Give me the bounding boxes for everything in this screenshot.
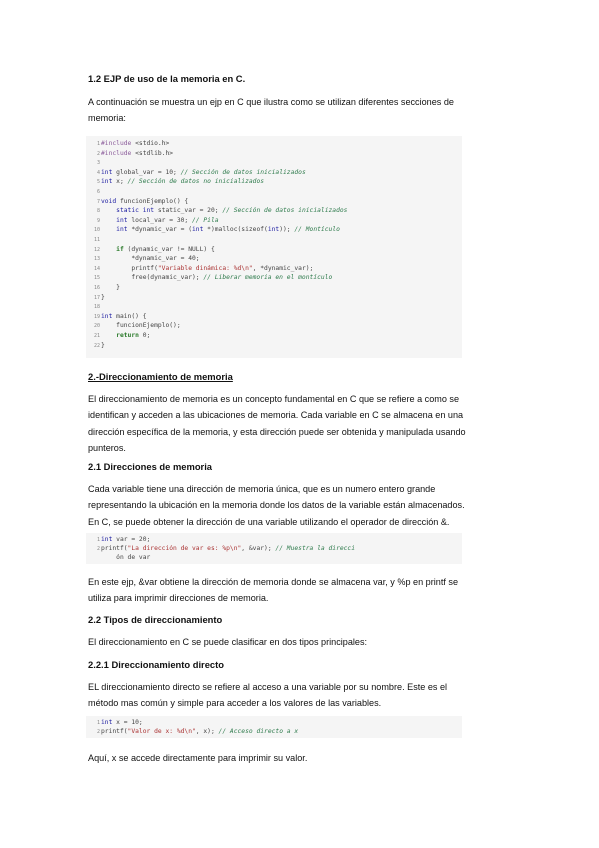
- text-line: punteros.: [88, 443, 126, 454]
- paragraph-address-explanation: [88, 574, 508, 607]
- line-number: 2: [96, 150, 100, 157]
- code-line: [86, 235, 101, 244]
- code-block-direct-access: [86, 716, 462, 738]
- line-number: 15: [93, 275, 100, 282]
- code-line: 12 if (dynamic_var != NULL) {: [86, 245, 215, 254]
- line-number: 4: [96, 169, 100, 176]
- code-line: 5int x; // Sección de datos no inicializados: [86, 177, 264, 186]
- section-title-2-2: 2.2 Tipos de direccionamiento: [88, 614, 223, 625]
- code-line: 13 *dynamic_var = 40;: [86, 254, 200, 263]
- line-number: 8: [96, 208, 100, 215]
- paragraph-directo: [88, 679, 508, 712]
- line-number: 20: [93, 323, 100, 330]
- text-line: EL direccionamiento directo se refiere al acceso a una variable por su nombre. Este es el: [88, 682, 448, 692]
- code-line: 17}: [86, 293, 105, 302]
- code-line: 22}: [86, 341, 105, 350]
- code-line: 2printf("La dirección de var es: %p\n", &var); // Muestra la direcci: [86, 544, 355, 553]
- code-line: 20 funcionEjemplo();: [86, 321, 181, 330]
- line-number: 3: [96, 160, 100, 167]
- code-line: [86, 187, 101, 196]
- line-number: 1: [96, 141, 100, 147]
- text-line: A continuación se muestra un ejp en C que ilustra como se utilizan diferentes secciones de: [88, 97, 454, 107]
- code-line: 2#include <stdlib.h>: [86, 149, 173, 158]
- text-line: representando la ubicación en la memoria donde los datos de la variable están almacenados.: [88, 500, 465, 511]
- line-number: 6: [96, 189, 100, 195]
- line-number: 10: [93, 227, 100, 234]
- code-line: 7void funcionEjemplo() {: [86, 197, 188, 206]
- code-line: 10 int *dynamic_var = (int *)malloc(sizeof(int)); // Montículo: [86, 225, 340, 234]
- text-line: El direccionamiento en C se puede clasificar en dos tipos principales:: [88, 637, 368, 647]
- text-line: dirección específica de la memoria, y esta dirección puede ser obtenida y manipulada usando: [88, 426, 466, 437]
- line-number: 1: [96, 720, 100, 726]
- line-number: 12: [93, 246, 100, 253]
- paragraph-direct-explanation: [88, 750, 508, 766]
- section-title-2-2-1: 2.2.1 Direccionamiento directo: [88, 659, 224, 670]
- code-line: ón de var: [101, 554, 151, 562]
- line-number: 17: [93, 294, 100, 301]
- code-line: 4int global_var = 10; // Sección de datos inicializados: [86, 168, 306, 177]
- text-line: En C, se puede obtener la dirección de una variable utilizando el operador de dirección &.: [88, 516, 450, 527]
- text-line: método mas común y simple para acceder a los valores de las variables.: [88, 698, 382, 709]
- code-line: 1int var = 20;: [86, 535, 150, 544]
- section-title-1-2: 1.2 EJP de uso de la memoria en C.: [88, 73, 246, 84]
- code-line: 15 free(dynamic_var); // Liberar memoria en el montículo: [86, 273, 332, 282]
- line-number: 14: [93, 265, 100, 272]
- code-block-memory-sections: [86, 136, 462, 358]
- line-number: 2: [96, 546, 100, 553]
- line-number: 18: [93, 304, 100, 311]
- line-number: 13: [93, 256, 100, 263]
- code-line: 1#include <stdio.h>: [86, 139, 169, 148]
- line-number: 19: [93, 313, 100, 320]
- text-line: memoria:: [88, 113, 126, 124]
- text-line: El direccionamiento de memoria es un concepto fundamental en C que se refiere a como se: [88, 394, 460, 404]
- code-line: 1int x = 10;: [86, 718, 143, 727]
- code-line: 2printf("Valor de x: %d\n", x); // Acceso directo a x: [86, 727, 298, 736]
- code-line: [86, 158, 101, 167]
- code-block-address: [86, 533, 462, 564]
- section-title-2-1: 2.1 Direcciones de memoria: [88, 461, 213, 472]
- code-line: 9 int local_var = 30; // Pila: [86, 216, 219, 225]
- line-number: 9: [96, 217, 100, 224]
- code-line: 8 static int static_var = 20; // Sección de datos inicializados: [86, 206, 347, 215]
- code-line: [86, 302, 101, 311]
- line-number: 2: [96, 729, 100, 736]
- code-line: 21 return 0;: [86, 331, 150, 340]
- line-number: 16: [93, 285, 100, 291]
- line-number: 7: [96, 198, 100, 205]
- text-line: Cada variable tiene una dirección de memoria única, que es un numero entero grande: [88, 484, 436, 494]
- section-title-2: 2.-Direccionamiento de memoria: [88, 371, 233, 382]
- line-number: 5: [96, 179, 100, 186]
- paragraph-intro: [88, 94, 508, 127]
- text-line: identifican y acceden a las ubicaciones de memoria. Cada variable en C se almacena en una: [88, 410, 464, 421]
- paragraph-direccionamiento: [88, 391, 508, 457]
- text-line: utiliza para imprimir direcciones de memoria.: [88, 593, 269, 604]
- paragraph-tipos: [88, 634, 508, 650]
- paragraph-direcciones: [88, 481, 508, 530]
- text-line: Aquí, x se accede directamente para imprimir su valor.: [88, 753, 308, 763]
- line-number: 1: [96, 537, 100, 543]
- text-line: En este ejp, &var obtiene la dirección de memoria donde se almacena var, y %p en printf se: [88, 577, 459, 587]
- line-number: 22: [93, 342, 100, 349]
- line-number: 21: [93, 333, 100, 339]
- code-line: 16 }: [86, 283, 120, 292]
- line-number: 11: [93, 237, 100, 243]
- code-line: 14 printf("Variable dinámica: %d\n", *dynamic_var);: [86, 264, 313, 273]
- code-line: 19int main() {: [86, 312, 147, 321]
